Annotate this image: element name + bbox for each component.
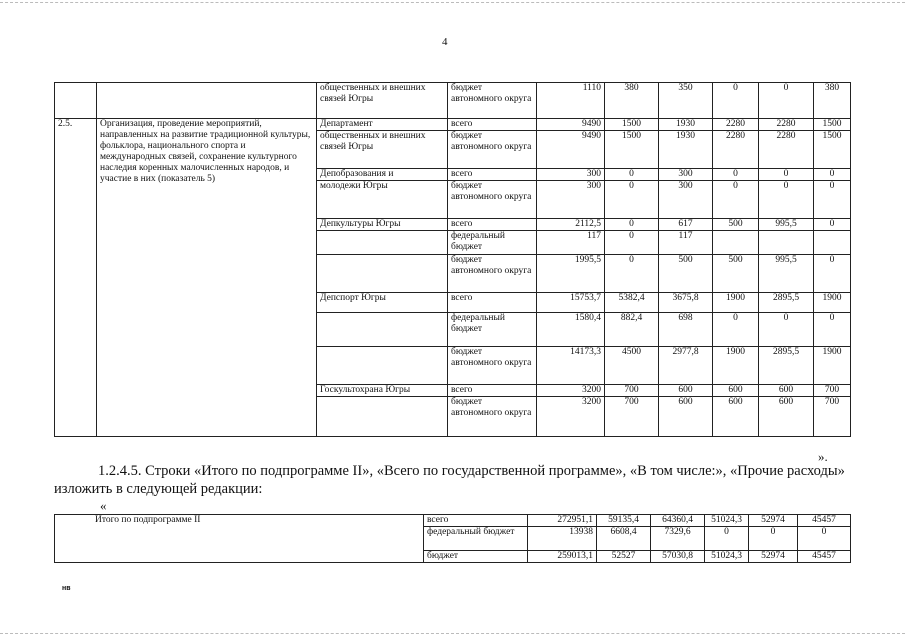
amount-cell: 600 (759, 397, 814, 437)
amount-cell: 0 (814, 313, 851, 347)
amount-cell: 995,5 (759, 255, 814, 293)
funding-source-cell: всего (424, 515, 528, 527)
executor-cell (317, 347, 448, 385)
executor-cell: общественных и внешних связей Югры (317, 131, 448, 169)
amount-cell: 0 (814, 255, 851, 293)
funding-source-cell: всего (448, 219, 537, 231)
amount-cell: 0 (705, 527, 749, 551)
amount-cell: 0 (759, 313, 814, 347)
amount-cell: 0 (713, 181, 759, 219)
amount-cell: 882,4 (605, 313, 659, 347)
amount-cell: 52974 (749, 515, 798, 527)
funding-table (54, 82, 851, 437)
amount-cell: 45457 (798, 515, 851, 527)
table-row (55, 83, 851, 119)
amount-cell: 2895,5 (759, 347, 814, 385)
executor-cell (317, 255, 448, 293)
amount-cell: 9490 (537, 119, 605, 131)
funding-source-cell: всего (448, 385, 537, 397)
amendment-paragraph: 1.2.4.5. Строки «Итого по подпрограмме II», «Всего по государственной программе», «В том числе:», «Прочие расходы» изложить в следующей редакции: (54, 463, 845, 497)
amount-cell: 1500 (605, 119, 659, 131)
page-number: 4 (442, 36, 448, 48)
amount-cell: 1580,4 (537, 313, 605, 347)
amount-cell: 0 (814, 219, 851, 231)
amount-cell: 1995,5 (537, 255, 605, 293)
amount-cell: 500 (713, 255, 759, 293)
amount-cell: 380 (814, 83, 851, 119)
amount-cell: 0 (759, 181, 814, 219)
funding-source-cell: бюджет автономного округа (448, 255, 537, 293)
amount-cell: 700 (605, 397, 659, 437)
amount-cell: 3200 (537, 385, 605, 397)
opening-quote: « (100, 498, 107, 513)
row-description-cell (97, 83, 317, 119)
amount-cell: 350 (659, 83, 713, 119)
amount-cell: 1900 (814, 293, 851, 313)
amount-cell: 2977,8 (659, 347, 713, 385)
executor-cell: Госкультохрана Югры (317, 385, 448, 397)
table-row (55, 119, 851, 131)
amount-cell: 700 (814, 385, 851, 397)
amount-cell: 117 (659, 231, 713, 255)
funding-source-cell: всего (448, 119, 537, 131)
amount-cell: 272951,1 (528, 515, 597, 527)
amount-cell: 15753,7 (537, 293, 605, 313)
amount-cell: 1500 (814, 119, 851, 131)
amount-cell: 2112,5 (537, 219, 605, 231)
executor-cell (317, 397, 448, 437)
funding-source-cell: всего (448, 169, 537, 181)
amount-cell: 300 (659, 169, 713, 181)
funding-source-cell: бюджет автономного округа (448, 397, 537, 437)
amount-cell: 617 (659, 219, 713, 231)
amount-cell: 14173,3 (537, 347, 605, 385)
amount-cell: 52974 (749, 551, 798, 563)
amount-cell: 300 (537, 169, 605, 181)
document-initials: нв (62, 585, 71, 592)
funding-source-cell: бюджет автономного округа (448, 181, 537, 219)
amount-cell: 2280 (713, 119, 759, 131)
amount-cell: 51024,3 (705, 551, 749, 563)
amount-cell: 0 (814, 181, 851, 219)
amount-cell: 0 (713, 313, 759, 347)
table-row (55, 515, 851, 527)
amount-cell: 0 (814, 169, 851, 181)
amount-cell: 51024,3 (705, 515, 749, 527)
row-number-cell: 2.5. (55, 119, 97, 437)
amount-cell: 7329,6 (651, 527, 705, 551)
amount-cell: 0 (759, 83, 814, 119)
amount-cell: 0 (798, 527, 851, 551)
amount-cell: 0 (605, 181, 659, 219)
scan-edge-top (0, 2, 905, 3)
amount-cell: 0 (605, 169, 659, 181)
amount-cell: 600 (713, 397, 759, 437)
executor-cell: Депобразования и (317, 169, 448, 181)
amount-cell: 500 (713, 219, 759, 231)
scan-edge-bottom (0, 633, 905, 634)
amount-cell: 698 (659, 313, 713, 347)
amount-cell: 2895,5 (759, 293, 814, 313)
row-description-cell: Организация, проведение мероприятий, направленных на развитие традиционной культуры, фольклора, национального спорта и международных связей, сохранение культурного наследия коренных малочисленных народов, и участие в них (показатель 5) (97, 119, 317, 437)
amount-cell: 0 (749, 527, 798, 551)
executor-cell: Департамент (317, 119, 448, 131)
amount-cell: 45457 (798, 551, 851, 563)
executor-cell (317, 313, 448, 347)
amount-cell: 5382,4 (605, 293, 659, 313)
amount-cell: 0 (713, 83, 759, 119)
amount-cell: 600 (713, 385, 759, 397)
funding-source-cell: федеральный бюджет (448, 231, 537, 255)
amount-cell: 13938 (528, 527, 597, 551)
amount-cell: 4500 (605, 347, 659, 385)
amount-cell: 2280 (759, 119, 814, 131)
amount-cell: 500 (659, 255, 713, 293)
executor-cell: молодежи Югры (317, 181, 448, 219)
funding-source-cell: бюджет (424, 551, 528, 563)
amount-cell: 0 (605, 231, 659, 255)
amount-cell: 1900 (814, 347, 851, 385)
executor-cell (317, 231, 448, 255)
row-number-cell (55, 83, 97, 119)
amount-cell: 1930 (659, 119, 713, 131)
amount-cell: 52527 (597, 551, 651, 563)
amount-cell (759, 231, 814, 255)
amount-cell: 1500 (814, 131, 851, 169)
funding-source-cell: бюджет автономного округа (448, 83, 537, 119)
amount-cell: 1110 (537, 83, 605, 119)
amount-cell: 0 (759, 169, 814, 181)
funding-source-cell: бюджет автономного округа (448, 347, 537, 385)
subtotal-label-cell: Итого по подпрограмме II (55, 515, 424, 563)
amount-cell: 1900 (713, 293, 759, 313)
amount-cell: 6608,4 (597, 527, 651, 551)
amount-cell: 380 (605, 83, 659, 119)
funding-source-cell: федеральный бюджет (424, 527, 528, 551)
amount-cell: 300 (537, 181, 605, 219)
amount-cell: 9490 (537, 131, 605, 169)
executor-cell: общественных и внешних связей Югры (317, 83, 448, 119)
amount-cell: 57030,8 (651, 551, 705, 563)
amount-cell (814, 231, 851, 255)
amount-cell: 600 (659, 385, 713, 397)
executor-cell: Депкультуры Югры (317, 219, 448, 231)
amount-cell: 2280 (713, 131, 759, 169)
amount-cell: 1500 (605, 131, 659, 169)
executor-cell: Депспорт Югры (317, 293, 448, 313)
amount-cell: 0 (605, 255, 659, 293)
funding-source-cell: бюджет автономного округа (448, 131, 537, 169)
amount-cell (713, 231, 759, 255)
amount-cell: 3675,8 (659, 293, 713, 313)
amount-cell: 3200 (537, 397, 605, 437)
funding-source-cell: федеральный бюджет (448, 313, 537, 347)
subtotal-table (54, 514, 851, 563)
funding-source-cell: всего (448, 293, 537, 313)
amount-cell: 117 (537, 231, 605, 255)
amount-cell: 259013,1 (528, 551, 597, 563)
closing-quote: ». (818, 449, 828, 464)
amount-cell: 995,5 (759, 219, 814, 231)
amount-cell: 700 (605, 385, 659, 397)
amount-cell: 600 (659, 397, 713, 437)
amount-cell: 1900 (713, 347, 759, 385)
amount-cell: 2280 (759, 131, 814, 169)
amount-cell: 0 (713, 169, 759, 181)
amount-cell: 0 (605, 219, 659, 231)
amount-cell: 64360,4 (651, 515, 705, 527)
amount-cell: 300 (659, 181, 713, 219)
amount-cell: 700 (814, 397, 851, 437)
amount-cell: 600 (759, 385, 814, 397)
amount-cell: 59135,4 (597, 515, 651, 527)
amount-cell: 1930 (659, 131, 713, 169)
